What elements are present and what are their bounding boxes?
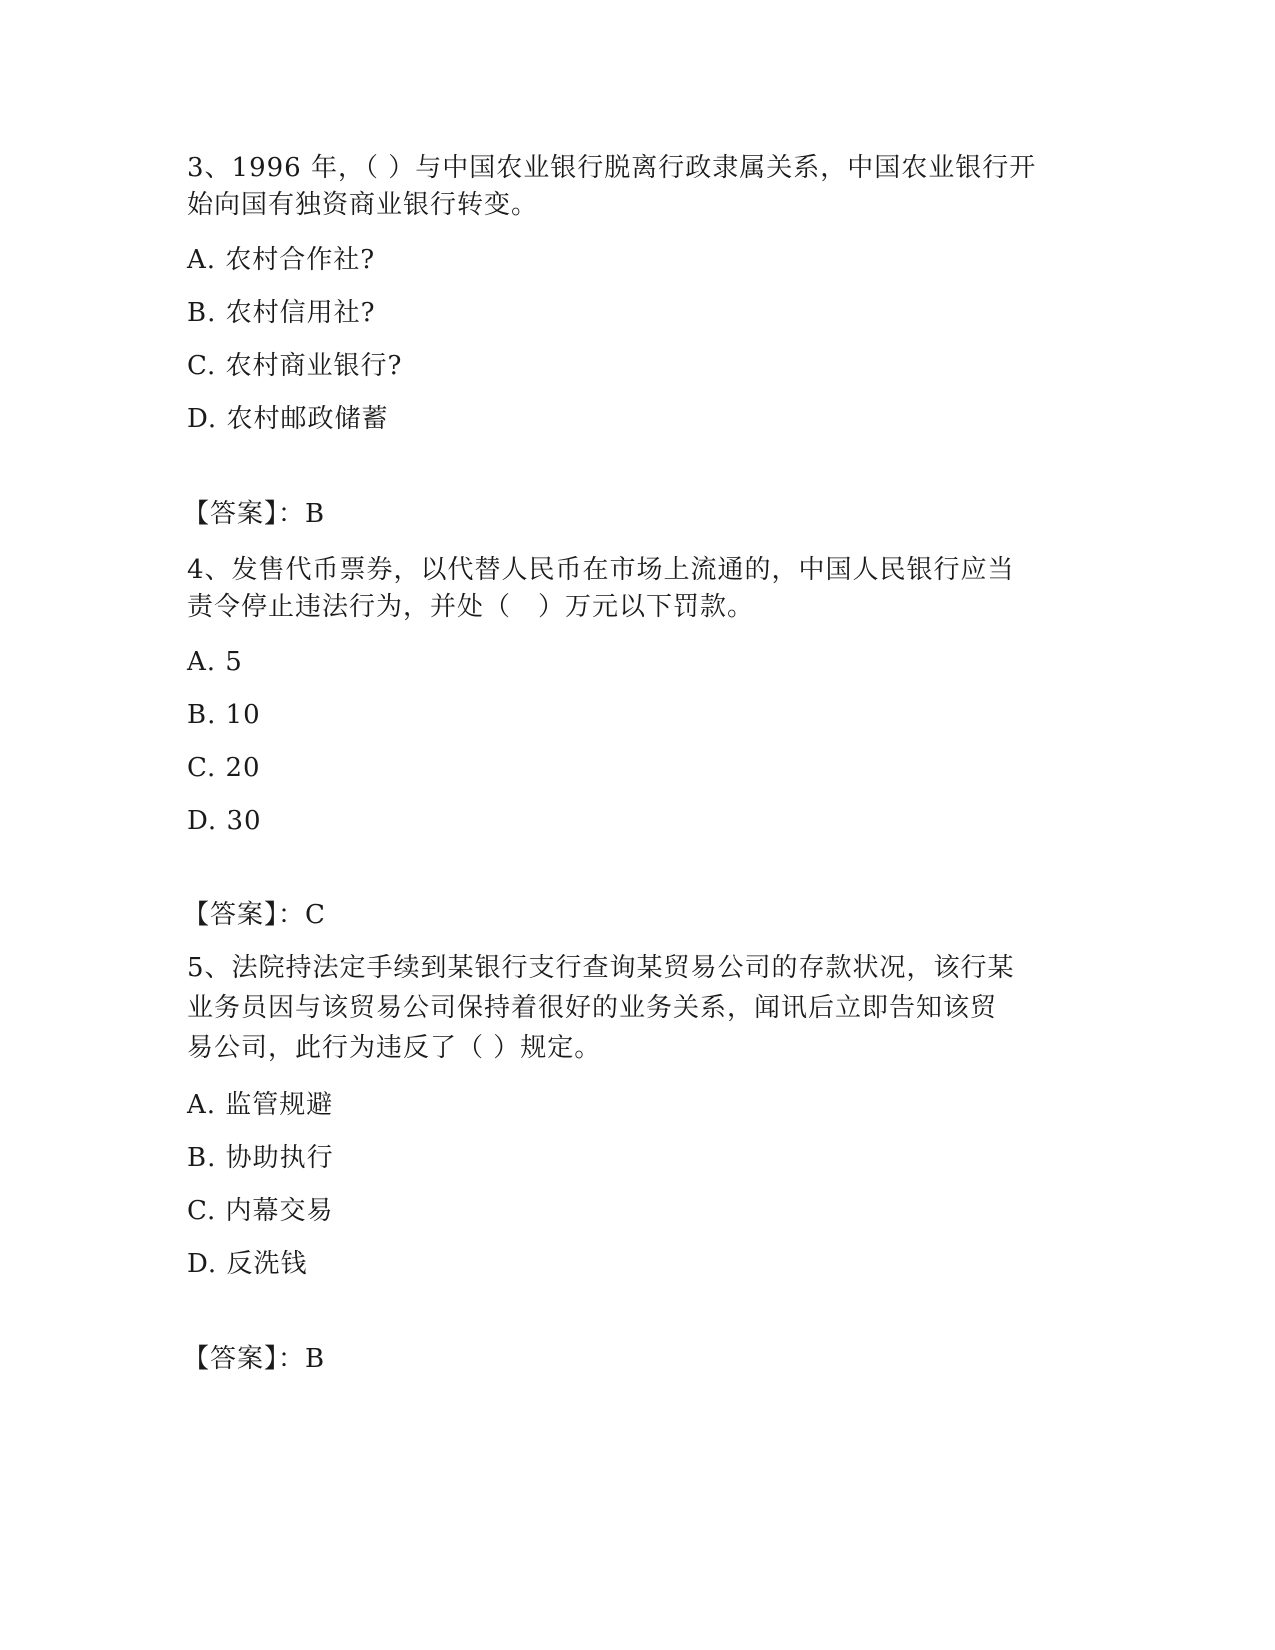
q5-stem-line-2: 业务员因与该贸易公司保持着很好的业务关系，闻讯后立即告知该贸 (187, 993, 998, 1023)
q4-option-d: D. 30 (187, 806, 262, 836)
q4-answer: 【答案】：C (183, 900, 326, 930)
q5-option-a: A. 监管规避 (187, 1090, 334, 1120)
q3-option-b: B. 农村信用社? (187, 298, 376, 328)
q5-option-d: D. 反洗钱 (187, 1249, 308, 1279)
q4-option-c: C. 20 (187, 753, 261, 783)
q3-option-c: C. 农村商业银行? (187, 351, 403, 381)
q5-stem-line-1: 5、法院持法定手续到某银行支行查询某贸易公司的存款状况，该行某 (187, 953, 1015, 983)
q4-option-b: B. 10 (187, 700, 261, 730)
q3-answer: 【答案】：B (183, 499, 326, 529)
q3-option-d: D. 农村邮政储蓄 (187, 404, 389, 434)
q5-option-c: C. 内幕交易 (187, 1196, 334, 1226)
q4-stem-line-2: 责令停止违法行为，并处（ ）万元以下罚款。 (187, 592, 755, 622)
q4-stem-line-1: 4、发售代币票券，以代替人民币在市场上流通的，中国人民银行应当 (187, 555, 1015, 585)
q3-stem-line-2: 始向国有独资商业银行转变。 (187, 190, 539, 220)
q5-stem-line-3: 易公司，此行为违反了（ ）规定。 (187, 1033, 602, 1063)
q4-option-a: A. 5 (187, 647, 243, 677)
q3-stem-line-1: 3、1996 年，（ ）与中国农业银行脱离行政隶属关系，中国农业银行开 (187, 153, 1037, 183)
q5-answer: 【答案】：B (183, 1344, 326, 1374)
q3-option-a: A. 农村合作社? (187, 245, 376, 275)
q5-option-b: B. 协助执行 (187, 1143, 334, 1173)
